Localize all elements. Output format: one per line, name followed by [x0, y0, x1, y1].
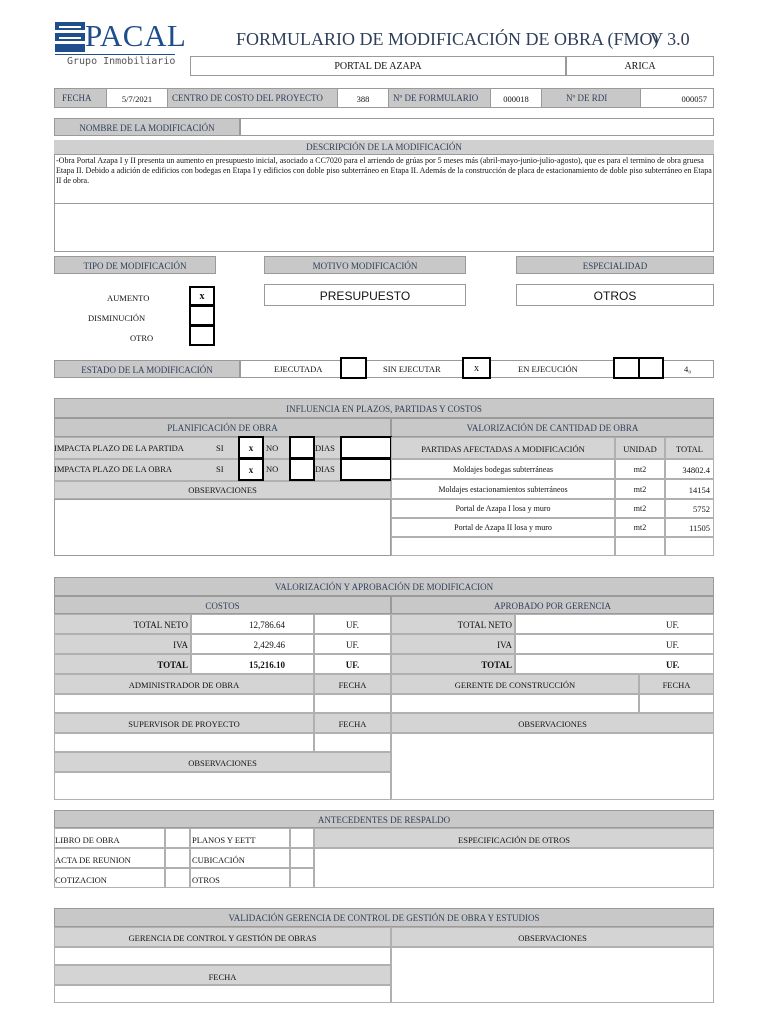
centro-label: CENTRO DE COSTO DEL PROYECTO: [172, 93, 323, 103]
costo-iva-label-cell: [54, 634, 191, 654]
estado-header: [54, 360, 240, 378]
formulario-label: Nº DE FORMULARIO: [393, 93, 479, 103]
impacta-partida-si: SI: [216, 443, 224, 453]
aprobado-total-label: TOTAL: [481, 660, 512, 670]
otro-checkbox[interactable]: [189, 325, 215, 346]
gerencia-control-field[interactable]: [54, 947, 391, 965]
aprobado-total-value-cell[interactable]: [515, 654, 714, 674]
costo-total-unit: UF.: [345, 660, 360, 670]
en-ejecucion-checkbox-2[interactable]: [638, 357, 664, 379]
col-unidad-label: UNIDAD: [623, 444, 657, 454]
especialidad-label: ESPECIALIDAD: [582, 261, 648, 271]
impacta-obra-si: SI: [216, 464, 224, 474]
nombre-field[interactable]: [240, 118, 714, 136]
total-value: 5752: [693, 504, 710, 514]
influencia-title: INFLUENCIA EN PLAZOS, PARTIDAS Y COSTOS: [286, 404, 482, 414]
impacta-partida-dias: DIAS: [315, 443, 335, 453]
impacta-obra-no: NO: [266, 464, 279, 474]
table-row: [391, 479, 615, 499]
version-label: V 3.0: [650, 29, 690, 49]
otros-label: OTROS: [192, 875, 220, 885]
fecha-label: FECHA: [62, 93, 92, 103]
impacta-obra-label: IMPACTA PLAZO DE LA OBRA: [54, 464, 173, 474]
total-cell-empty[interactable]: [665, 537, 714, 556]
col-partidas-label: PARTIDAS AFECTADAS A MODIFICACIÓN: [421, 444, 585, 454]
col-total-label: TOTAL: [675, 444, 704, 454]
formulario-field[interactable]: [490, 88, 542, 108]
libro-obra-checkbox[interactable]: [165, 828, 190, 848]
aprobado-iva-label: IVA: [497, 640, 512, 650]
valorizacion-cantidad-header: [391, 418, 714, 437]
validacion-fecha-header: [54, 965, 391, 985]
impacta-obra-mark: x: [248, 465, 254, 475]
costo-total-label: TOTAL: [157, 660, 188, 670]
supervisor-fecha-header: [314, 713, 391, 733]
supervisor-field[interactable]: [54, 733, 314, 752]
gerente-obs-label: OBSERVACIONES: [518, 719, 587, 729]
estado-label: ESTADO DE LA MODIFICACIÓN: [81, 365, 213, 375]
impacta-obra-dias: DIAS: [315, 464, 335, 474]
city-field[interactable]: [566, 56, 714, 76]
unidad-cell: [615, 499, 665, 518]
ejecutada-checkbox[interactable]: [340, 357, 367, 379]
gerencia-control-label: GERENCIA DE CONTROL Y GESTIÓN DE OBRAS: [128, 933, 317, 943]
admin-label: ADMINISTRADOR DE OBRA: [128, 680, 240, 690]
gerencia-control-header: [54, 927, 391, 947]
pacal-logo-icon: [55, 22, 85, 52]
supervisor-fecha-field[interactable]: [314, 733, 391, 752]
influencia-obs-header: [54, 481, 391, 499]
admin-fecha-header: [314, 674, 391, 694]
espec-otros-label: ESPECIFICACIÓN DE OTROS: [458, 835, 570, 845]
unidad-cell: [615, 479, 665, 499]
fecha-field[interactable]: [106, 88, 168, 108]
disminucion-label: DISMINUCIÓN: [88, 313, 146, 323]
table-row: [391, 459, 615, 479]
nombre-label: NOMBRE DE LA MODIFICACIÓN: [79, 123, 215, 133]
table-row: [391, 499, 615, 518]
en-ejecucion-label: EN EJECUCIÓN: [518, 364, 578, 374]
costos-obs-field[interactable]: [54, 772, 391, 800]
motivo-value: PRESUPUESTO: [319, 289, 411, 303]
influencia-obs-field[interactable]: [54, 499, 391, 556]
impacta-partida-mark: x: [248, 443, 254, 453]
costo-total-value: 15,216.10: [249, 660, 285, 670]
impacta-partida-label: IMPACTA PLAZO DE LA PARTIDA: [54, 443, 184, 453]
gerente-header: [391, 674, 639, 694]
aumento-mark: x: [199, 291, 205, 302]
logo: [55, 18, 187, 70]
antecedentes-header: [54, 810, 714, 828]
planificacion-header: [54, 418, 391, 437]
centro-field[interactable]: [337, 88, 389, 108]
en-ejecucion-checkbox-1[interactable]: [613, 357, 640, 379]
descripcion-header: [54, 140, 714, 154]
impacta-obra-no-checkbox[interactable]: [289, 458, 315, 481]
validacion-header: [54, 908, 714, 927]
gerente-fecha-field[interactable]: [639, 694, 714, 713]
fecha-value: 5/7/2021: [121, 94, 153, 104]
table-row-empty[interactable]: [391, 537, 615, 556]
otros-checkbox[interactable]: [290, 868, 314, 888]
partida-name: Moldajes estacionamientos subterráneos: [438, 485, 568, 494]
influencia-header: [54, 398, 714, 418]
aprobado-iva-unit: UF.: [666, 640, 680, 650]
influencia-obs-label: OBSERVACIONES: [188, 485, 257, 495]
gerente-fecha-header: [639, 674, 714, 694]
antecedentes-title: ANTECEDENTES DE RESPALDO: [317, 815, 451, 825]
aprobado-iva-label-cell: [391, 634, 515, 654]
impacta-partida-no: NO: [266, 443, 279, 453]
nombre-label-cell: [54, 118, 240, 136]
espec-otros-field[interactable]: [314, 848, 714, 888]
planos-checkbox[interactable]: [290, 828, 314, 848]
col-unidad: [615, 437, 665, 459]
partida-name: Moldajes bodegas subterráneas: [453, 465, 553, 474]
validacion-obs-field[interactable]: [391, 947, 714, 1003]
acta-reunion-label: ACTA DE REUNION: [55, 855, 131, 865]
sin-ejecutar-mark: x: [474, 363, 479, 374]
especialidad-field[interactable]: [516, 284, 714, 306]
validacion-title: VALIDACIÓN GERENCIA DE CONTROL DE GESTIÓN DE OBRA Y ESTUDIOS: [228, 913, 540, 923]
gerente-obs-header: [391, 713, 714, 733]
total-cell: [665, 499, 714, 518]
rdi-field[interactable]: [640, 88, 714, 108]
antecedente-row: [54, 868, 165, 888]
aumento-label: AUMENTO: [107, 293, 150, 303]
estado-extra: 4₀: [684, 364, 692, 374]
sin-ejecutar-label: SIN EJECUTAR: [383, 364, 441, 374]
logo-tagline: Grupo Inmobiliario: [67, 56, 176, 67]
aprobado-neto-value-cell[interactable]: [515, 614, 714, 634]
costo-iva-value-cell[interactable]: [191, 634, 314, 654]
page-title: FORMULARIO DE MODIFICACIÓN DE OBRA (FMO): [236, 29, 659, 49]
costo-iva-value: 2,429.46: [253, 640, 285, 650]
rdi-label: Nº DE RDI: [566, 93, 608, 103]
otro-label: OTRO: [130, 333, 154, 343]
total-cell: [665, 459, 714, 479]
centro-value: 388: [356, 94, 370, 104]
costo-neto-unit: UF.: [345, 620, 360, 630]
antecedente-row: [54, 848, 165, 868]
espec-otros-header: [314, 828, 714, 848]
valorizacion-header: [54, 577, 714, 596]
tipo-label: TIPO DE MODIFICACIÓN: [83, 261, 187, 271]
motivo-header: [264, 256, 466, 274]
aprobado-label: APROBADO POR GERENCIA: [493, 601, 611, 611]
acta-reunion-checkbox[interactable]: [165, 848, 190, 868]
impacta-obra-si-checkbox[interactable]: [238, 458, 264, 481]
validacion-obs-header: [391, 927, 714, 947]
validacion-obs-label: OBSERVACIONES: [518, 933, 587, 943]
gerente-fecha-label: FECHA: [662, 680, 691, 690]
antecedente-row: [54, 828, 165, 848]
unidad-value: mt2: [633, 485, 647, 494]
supervisor-label: SUPERVISOR DE PROYECTO: [128, 719, 240, 729]
col-total: [665, 437, 714, 459]
costo-neto-label: TOTAL NETO: [133, 620, 188, 630]
costo-neto-value-cell[interactable]: [191, 614, 314, 634]
formulario-value: 000018: [503, 94, 529, 104]
total-value: 34802.4: [682, 465, 710, 475]
impacta-obra-dias-field[interactable]: [340, 458, 392, 481]
aprobado-neto-unit: UF.: [666, 620, 680, 630]
disminucion-checkbox[interactable]: [189, 305, 215, 326]
costos-obs-label: OBSERVACIONES: [188, 758, 257, 768]
aumento-checkbox[interactable]: [189, 286, 215, 306]
admin-header: [54, 674, 314, 694]
antecedente-row: [190, 828, 290, 848]
unidad-value: mt2: [633, 465, 647, 474]
unidad-value: mt2: [633, 523, 647, 532]
aprobado-total-unit: UF.: [666, 660, 680, 670]
gerente-label: GERENTE DE CONSTRUCCIÓN: [454, 680, 576, 690]
costo-total-unit-cell: [314, 654, 391, 674]
cotizacion-label: COTIZACION: [55, 875, 107, 885]
supervisor-fecha-label: FECHA: [338, 719, 367, 729]
impacta-partida-dias-field[interactable]: [340, 436, 392, 459]
costo-total-value-cell[interactable]: [191, 654, 314, 674]
motivo-label: MOTIVO MODIFICACIÓN: [312, 261, 418, 271]
libro-obra-label: LIBRO DE OBRA: [55, 835, 120, 845]
motivo-field[interactable]: [264, 284, 466, 306]
costos-label: COSTOS: [205, 601, 240, 611]
especialidad-header: [516, 256, 714, 274]
costo-iva-unit: UF.: [345, 640, 360, 650]
cubicacion-checkbox[interactable]: [290, 848, 314, 868]
unidad-value: mt2: [633, 504, 647, 513]
costos-obs-header: [54, 752, 391, 772]
aprobado-total-label-cell: [391, 654, 515, 674]
planificacion-label: PLANIFICACIÓN DE OBRA: [167, 423, 278, 433]
city-name: ARICA: [624, 61, 656, 72]
aprobado-iva-value-cell[interactable]: [515, 634, 714, 654]
costo-neto-label-cell: [54, 614, 191, 634]
project-name: PORTAL DE AZAPA: [334, 61, 422, 72]
costo-iva-unit-cell: [314, 634, 391, 654]
valorizacion-cantidad-label: VALORIZACIÓN DE CANTIDAD DE OBRA: [466, 423, 639, 433]
supervisor-header: [54, 713, 314, 733]
antecedente-row: [190, 848, 290, 868]
costo-total-label-cell: [54, 654, 191, 674]
admin-fecha-field[interactable]: [314, 694, 391, 713]
validacion-fecha-field[interactable]: [54, 985, 391, 1003]
gerente-field[interactable]: [391, 694, 639, 713]
especialidad-value: OTROS: [593, 289, 637, 303]
costo-neto-value: 12,786.64: [249, 620, 285, 630]
partida-name: Portal de Azapa II losa y muro: [454, 523, 552, 532]
tipo-header: [54, 256, 216, 274]
partida-name: Portal de Azapa I losa y muro: [455, 504, 551, 513]
aprobado-neto-label: TOTAL NETO: [457, 620, 512, 630]
descripcion-label: DESCRIPCIÓN DE LA MODIFICACIÓN: [306, 142, 462, 152]
sin-ejecutar-checkbox[interactable]: [462, 357, 491, 379]
impacta-partida-no-checkbox[interactable]: [289, 436, 315, 459]
impacta-partida-si-checkbox[interactable]: [238, 436, 264, 459]
descripcion-text: -Obra Portal Azapa I y II presenta un aumento en presupuesto inicial, asociado a CC7020 para el arriendo de grúas por 5 meses más (abril-mayo-junio-julio-agosto), que es para el termino de obra gruesa Etapa II. Debido a adición de edificios con bodegas en Etapa I y edificios con doble piso subterráneo en Etapa II. Además de la construcción de placa de estacionamiento de doble piso subterráneo en Etapa II de obra.: [56, 156, 712, 185]
valorizacion-title: VALORIZACIÓN Y APROBACIÓN DE MODIFICACION: [274, 582, 494, 592]
costo-neto-unit-cell: [314, 614, 391, 634]
total-cell: [665, 479, 714, 499]
total-cell: [665, 518, 714, 537]
project-field[interactable]: [190, 56, 566, 76]
unidad-cell: [615, 518, 665, 537]
table-row: [391, 518, 615, 537]
admin-field[interactable]: [54, 694, 314, 713]
cotizacion-checkbox[interactable]: [165, 868, 190, 888]
antecedente-row: [190, 868, 290, 888]
ejecutada-label: EJECUTADA: [274, 364, 323, 374]
rdi-value: 000057: [681, 94, 707, 104]
cubicacion-label: CUBICACIÓN: [192, 855, 245, 865]
col-partidas: [391, 437, 615, 459]
total-value: 14154: [688, 485, 710, 495]
planos-label: PLANOS Y EETT: [192, 835, 256, 845]
gerente-obs-field[interactable]: [391, 733, 714, 800]
total-value: 11505: [689, 523, 710, 533]
admin-fecha-label: FECHA: [338, 680, 367, 690]
aprobado-neto-label-cell: [391, 614, 515, 634]
costo-iva-label: IVA: [173, 640, 188, 650]
unidad-cell: [615, 459, 665, 479]
unidad-cell-empty[interactable]: [615, 537, 665, 556]
costos-header: [54, 596, 391, 614]
logo-name: PACAL: [85, 18, 187, 53]
validacion-fecha-label: FECHA: [208, 972, 237, 982]
aprobado-header: [391, 596, 714, 614]
